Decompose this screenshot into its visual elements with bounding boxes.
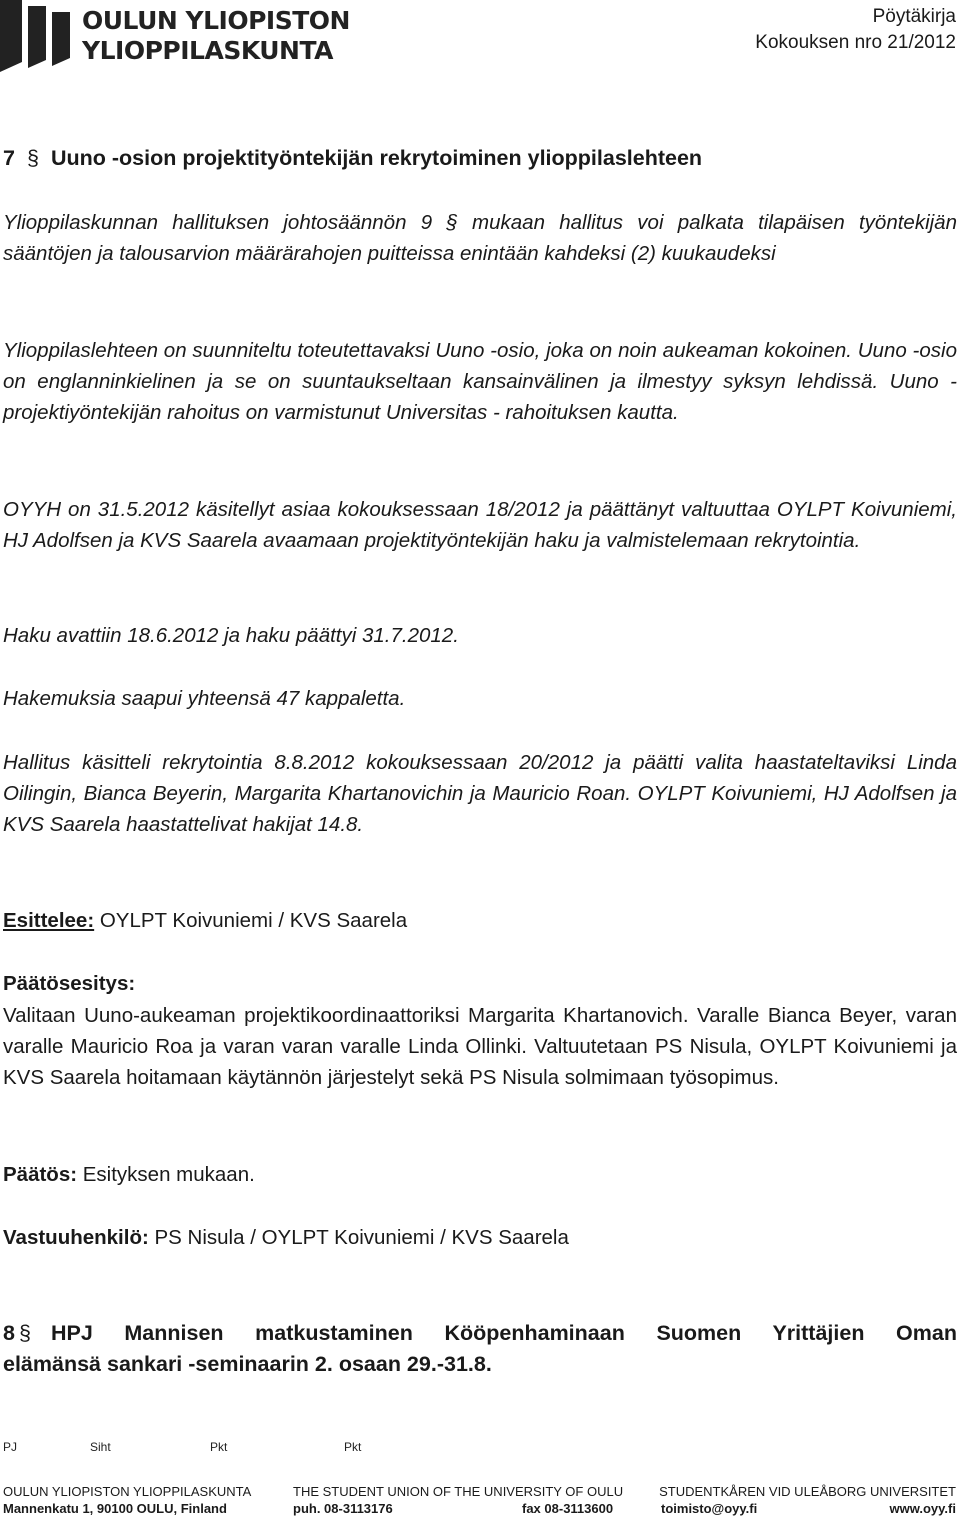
document-info	[755, 4, 956, 56]
paragraph-interviews: Hallitus käsitteli rekrytointia 8.8.2012 kokouksessaan 20/2012 ja päätti valita haastateltaviksi Linda Oilingin, Bianca Beyerin, Margarita Khartanovichin ja Mauricio Roan. OYLPT Koivuniemi, HJ Adolfsen ja KVS Saarela haastattelivat hakijat 14.8.	[3, 751, 957, 836]
section-7-heading	[3, 143, 702, 174]
presenter-names: OYLPT Koivuniemi / KVS Saarela	[94, 909, 408, 932]
decision-label: Päätös:	[3, 1163, 78, 1186]
presenter-label: Esittelee:	[3, 909, 95, 932]
paragraph-bylaws: Ylioppilaskunnan hallituksen johtosäännön 9 § mukaan hallitus voi palkata tilapäisen työntekijän sääntöjen ja talousarvion määrärahojen puitteissa enintään kahdeksi (2) kuukaudeksi	[3, 211, 957, 265]
footer-org-sv: STUDENTKÅREN VID ULEÅBORG UNIVERSITET	[659, 1484, 956, 1499]
decision-line	[3, 1159, 957, 1190]
section-title: Uuno -osion projektityöntekijän rekrytoiminen ylioppilaslehteen	[50, 146, 703, 170]
document-type: Pöytäkirja	[872, 6, 956, 27]
proposal-text: Valitaan Uuno-aukeaman projektikoordinaattoriksi Margarita Khartanovich. Varalle Bianca Beyer, varan varalle Mauricio Roa ja varan varan varalle Linda Ollinki. Valtuutetaan PS Nisula, OYLPT Koivuniemi ja KVS Saarela hoitamaan käytännön järjestelyt sekä PS Nisula solmimaan työsopimus.	[3, 1004, 957, 1089]
responsible-label: Vastuuhenkilö:	[3, 1226, 149, 1249]
section-8-heading	[3, 1318, 957, 1380]
logo-text-line1: OULUN YLIOPISTON	[82, 6, 350, 35]
paragraph-applications-count: Hakemuksia saapui yhteensä 47 kappaletta.	[3, 687, 406, 710]
presenter-line	[3, 905, 957, 936]
responsible-names: PS Nisula / OYLPT Koivuniemi / KVS Saarela	[148, 1226, 569, 1249]
section-mark: §	[18, 1321, 31, 1345]
logo-mark-icon	[0, 0, 80, 72]
section-number: 7	[3, 146, 15, 170]
footer-org-fi: OULUN YLIOPISTON YLIOPPILASKUNTA	[3, 1484, 252, 1499]
section-8-title-line1	[3, 1318, 957, 1349]
signature-pj: PJ	[3, 1440, 18, 1454]
footer-email[interactable]: toimisto@oyy.fi	[661, 1501, 758, 1516]
signature-siht: Siht	[90, 1440, 111, 1454]
paragraph-application-period: Haku avattiin 18.6.2012 ja haku päättyi 31.7.2012.	[3, 624, 459, 647]
footer-address: Mannenkatu 1, 90100 OULU, Finland	[3, 1501, 227, 1516]
footer-fax: fax 08-3113600	[522, 1501, 614, 1516]
signature-pkt-1: Pkt	[210, 1440, 228, 1454]
meeting-number: Kokouksen nro 21/2012	[755, 32, 956, 53]
section-number: 8	[3, 1321, 15, 1345]
section-8-title-line2: elämänsä sankari -seminaarin 2. osaan 29.-31.8.	[3, 1352, 492, 1376]
logo-text-line2: YLIOPPILASKUNTA	[82, 36, 333, 65]
footer-website[interactable]: www.oyy.fi	[889, 1501, 956, 1516]
footer-phone: puh. 08-3113176	[293, 1501, 393, 1516]
responsible-line	[3, 1222, 957, 1253]
decision-text: Esityksen mukaan.	[77, 1163, 255, 1186]
section-mark: §	[26, 146, 39, 170]
signature-pkt-2: Pkt	[344, 1440, 362, 1454]
paragraph-uuno-section: Ylioppilaslehteen on suunniteltu toteutettavaksi Uuno -osio, joka on noin aukeaman kokoinen. Uuno -osio on englanninkielinen ja se on suuntaukseltaan kansainvälinen ja ilmestyy syksyn lehdissä. Uuno -projektiyöntekijän rahoitus on varmistunut Universitas - rahoituksen kautta.	[3, 339, 957, 424]
paragraph-board-decision: OYYH on 31.5.2012 käsitellyt asiaa kokouksessaan 18/2012 ja päättänyt valtuuttaa OYLPT Koivuniemi, HJ Adolfsen ja KVS Saarela avaamaan projektityöntekijän haku ja valmistelemaan rekrytointia.	[3, 498, 957, 552]
university-logo	[0, 0, 350, 72]
footer-org-en: THE STUDENT UNION OF THE UNIVERSITY OF OULU	[293, 1484, 624, 1499]
section-8-title-text: HPJ Mannisen matkustaminen Kööpenhaminaan Suomen Yrittäjien Oman	[50, 1321, 957, 1345]
proposal-label: Päätösesitys:	[3, 972, 136, 995]
